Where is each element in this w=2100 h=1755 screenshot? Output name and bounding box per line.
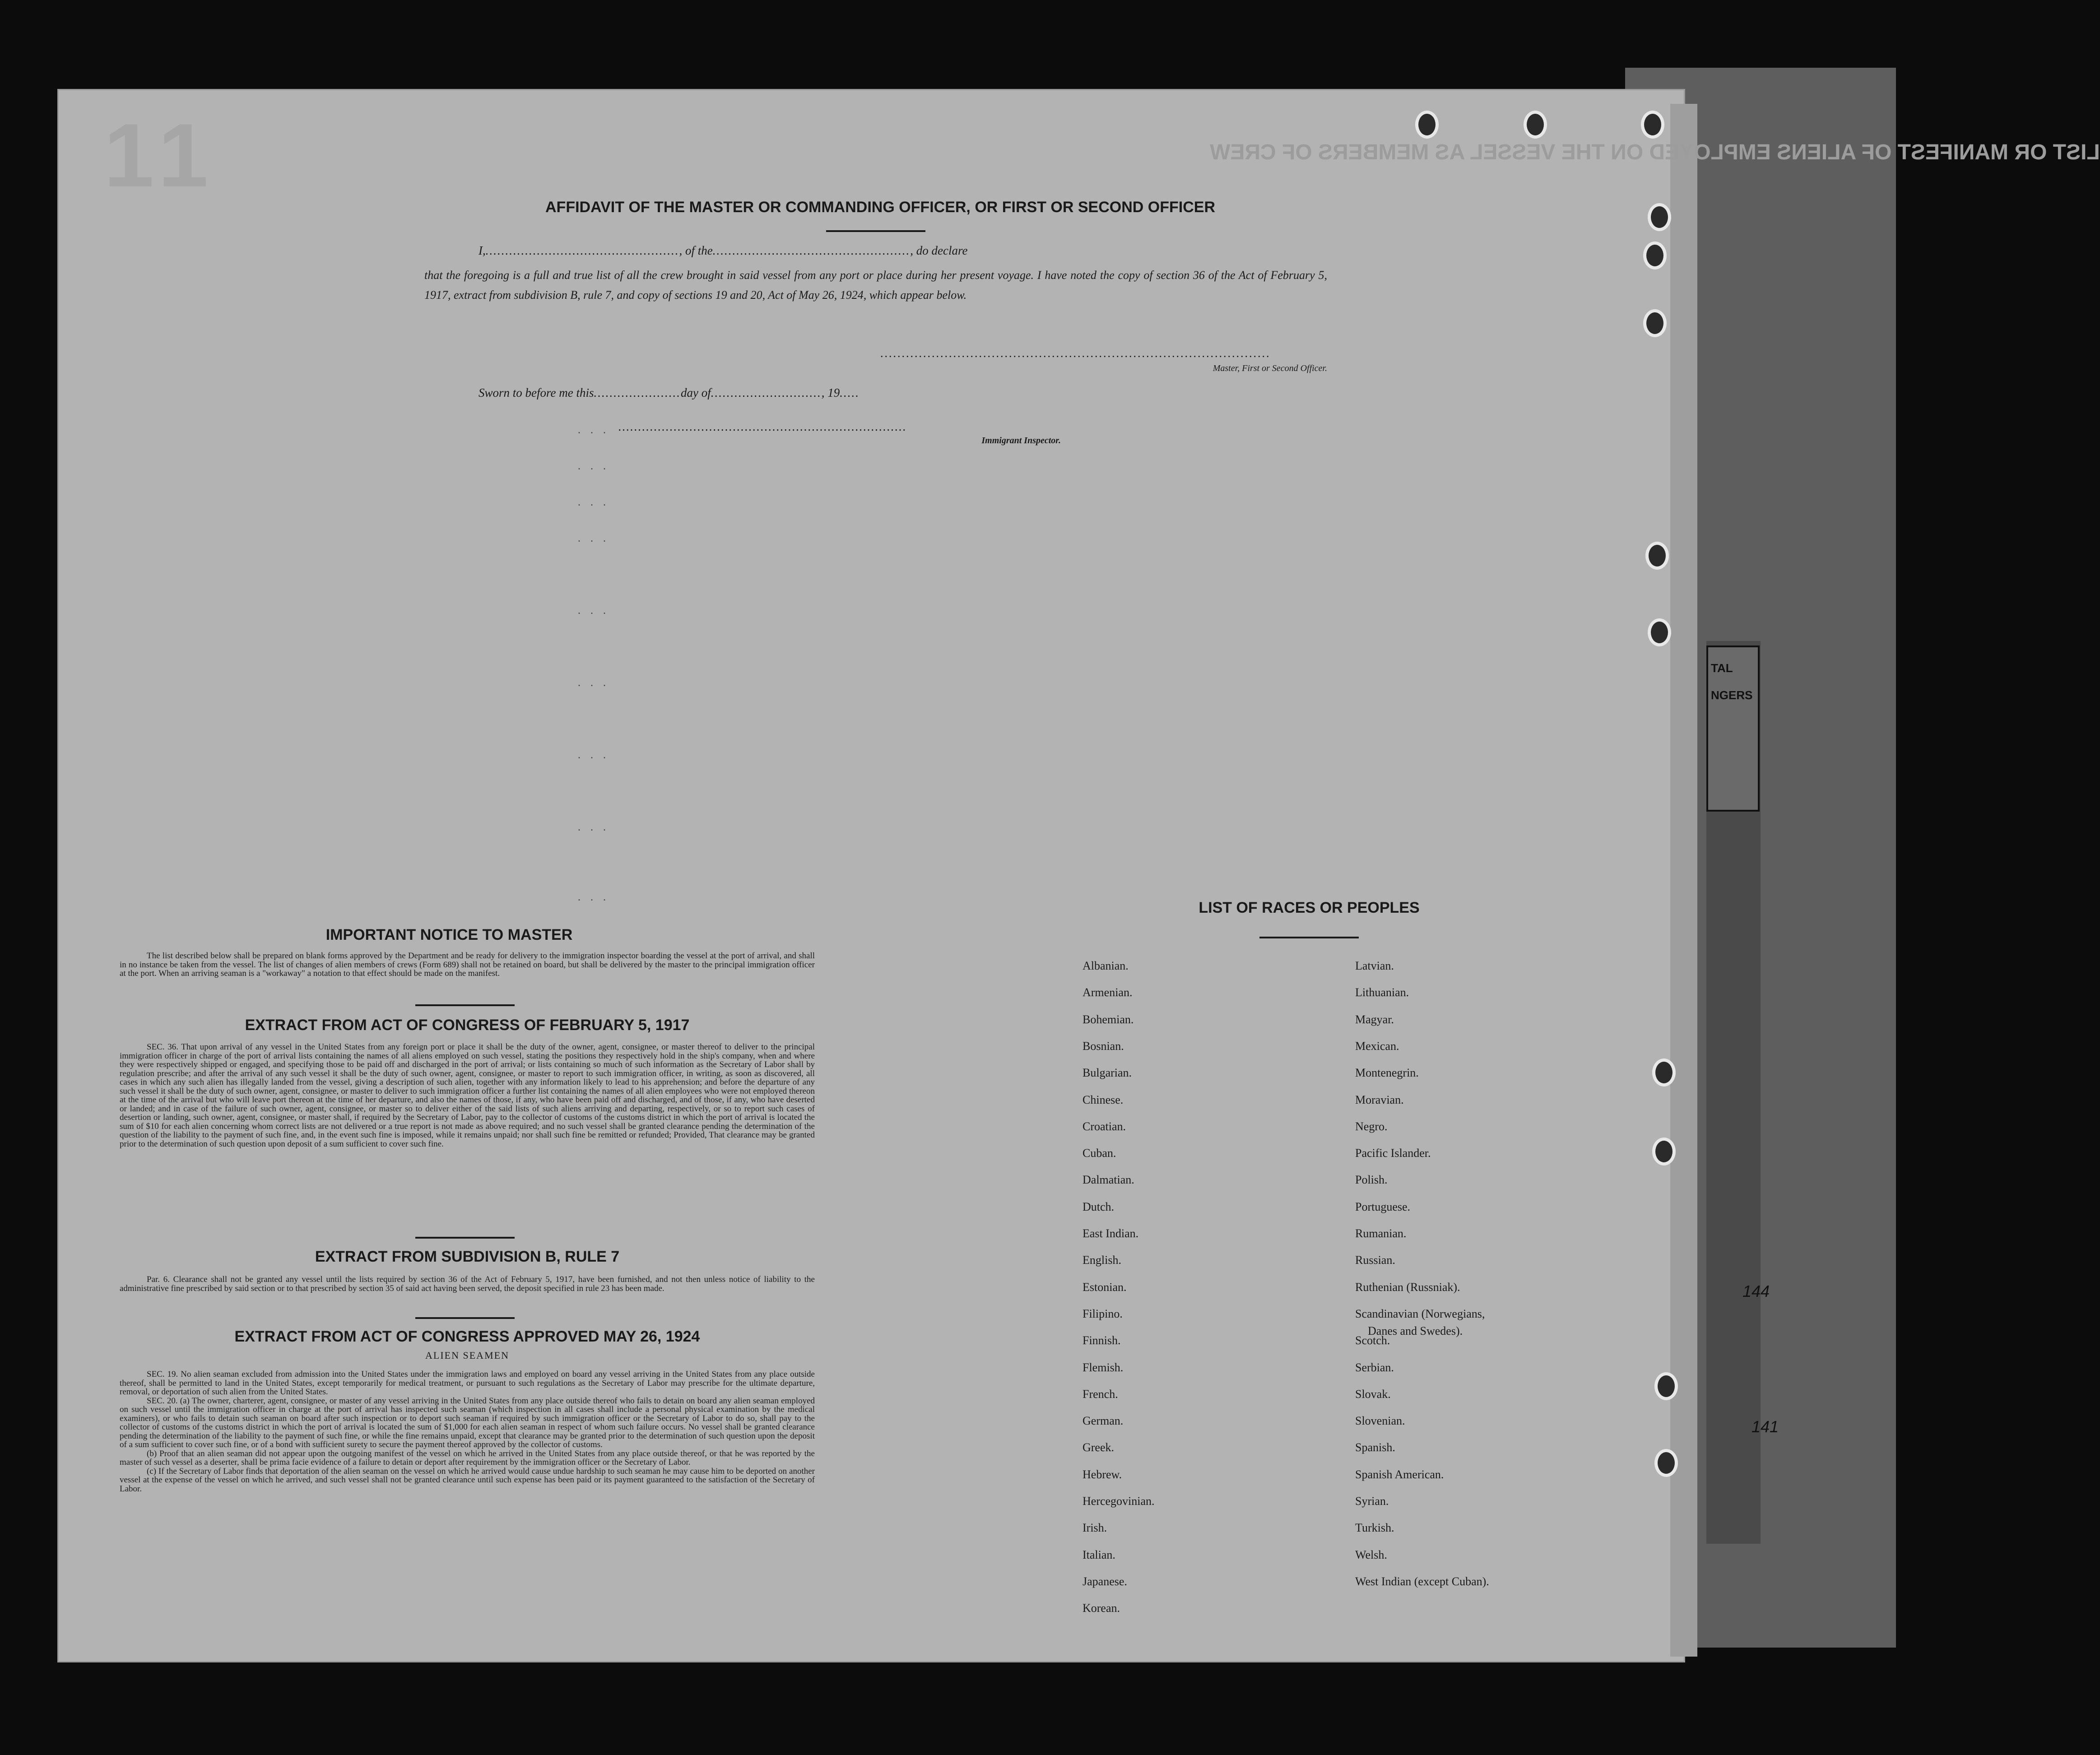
race-item: Armenian. [1083, 986, 1133, 999]
race-item: Negro. [1355, 1119, 1388, 1133]
faint-dots: . . . [578, 822, 609, 833]
section-20a: SEC. 20. (a) The owner, charterer, agent, consignee, or master of any vessel arriving in the United States from any place outside thereof who fails to detain on board any alien seaman employed on such vessel until the immigration officer in charge at the port of arrival has inspected such seaman (which inspection in all cases shall include a personal physical examination by the medical examiners), or who fails to detain such seaman on board after such inspection or to deport such seaman if required by such immigration officer or the Secretary of Labor to do so, shall pay to the collector of customs of the customs district in which the port of arrival is located the sum of $1,000 for each alien seaman in respect of whom such failure occurs. No vessel shall be granted clearance pending the determination of the liability to the payment of such fine, or while the fine remains unpaid, except that clearance may be granted prior to the determination of such question upon the deposit of a sum sufficient to cover such fine, or of a bond with sufficient surety to secure the payment thereof approved by the collector of customs. [120, 1396, 815, 1449]
extract-1924-text [120, 1370, 815, 1493]
race-item: West Indian (except Cuban). [1355, 1574, 1489, 1588]
race-item: Cuban. [1083, 1147, 1116, 1160]
race-item: Japanese. [1083, 1574, 1127, 1588]
race-item: Rumanian. [1355, 1227, 1407, 1240]
faint-dots: . . . [578, 891, 609, 903]
extract-1917-text: SEC. 36. That upon arrival of any vessel in the United States from any foreign port or place it shall be the duty of the owner, agent, consignee, or master thereof to deliver to the principal immigration officer in charge of the port of arrival lists containing the names of all aliens employed on such vessel, stating the positions they respectively hold in the ship's company, when and where they were respectively shipped or engaged, and specifying those to be paid off and discharged in the port of arrival; or lists containing so much of such information as the Secretary of Labor shall by regulation prescribe; and after the arrival of any such vessel it shall be the duty of such owner, agent, consignee, or master to report to such immigration officer, in writing, as soon as discovered, all cases in which any such alien has illegally landed from the vessel, giving a description of such alien, together with any information likely to lead to his apprehension; and before the departure of any such vessel it shall be the duty of such owner, agent, consignee, or master to deliver to such immigration officer a further list containing the names of all alien employees who were not employed thereon at the time of the arrival but who will leave port thereon at the time of her departure, and also the names of those, if any, who have been paid off and discharged, and of those, if any, who have deserted or landed; and in case of the failure of such owner, agent, consignee, or master so to deliver either of the said lists of such aliens arriving and departing, respectively, or so to report such cases of desertion or landing, such owner, agent, consignee, or master shall, if required by the Secretary of Labor, pay to the collector of customs of the customs district in which the port of arrival is located the sum of $10 for each alien concerning whom correct lists are not delivered or a true report is not made as above required; and no such vessel shall be granted clearance pending the determination of the question of the liability to the payment of such fine, and, in the event such fine is imposed, while it remains unpaid; nor shall such fine be remitted or refunded; Provided, That clearance may be granted prior to the determination of such question upon deposit of a sum sufficient to cover such fine. [120, 1042, 815, 1149]
signature-line: ........................................................................................... [880, 347, 1271, 360]
binder-hole [1652, 1138, 1676, 1165]
notice-title: IMPORTANT NOTICE TO MASTER [325, 926, 573, 943]
race-item: Montenegrin. [1355, 1066, 1419, 1080]
binder-hole [1415, 111, 1439, 139]
extract-rule7-text: Par. 6. Clearance shall not be granted any vessel until the lists required by section 36 of the Act of February 5, 1917, have been furnished, and not then unless notice of liability to the administrative fine prescribed by said section or to that prescribed by section 35 of said act having been served, the deposit specified in rule 23 has been made. [120, 1275, 815, 1293]
extract-1924-subtitle: ALIEN SEAMEN [425, 1350, 509, 1361]
race-item: Spanish. [1355, 1441, 1395, 1454]
race-item: Hebrew. [1083, 1467, 1122, 1481]
passenger-total-label: TAL NGERS [1711, 661, 1753, 702]
section-rule [415, 1317, 515, 1319]
affidavit-title: AFFIDAVIT OF THE MASTER OR COMMANDING OFFICER, OR FIRST OR SECOND OFFICER [545, 199, 1215, 216]
faint-dots: . . . [578, 460, 609, 472]
race-item: Russian. [1355, 1254, 1395, 1267]
faint-dots: . . . [578, 605, 609, 617]
race-item: Slovenian. [1355, 1414, 1405, 1428]
extract-1917-title: EXTRACT FROM ACT OF CONGRESS OF FEBRUARY 5, 1917 [245, 1017, 690, 1034]
signature-label: Master, First or Second Officer. [1213, 363, 1327, 373]
race-item: Hercegovinian. [1083, 1495, 1155, 1508]
race-item: Korean. [1083, 1602, 1120, 1615]
sworn-line: Sworn to before me this......................day of............................, 19..... [479, 386, 860, 399]
race-item: Dutch. [1083, 1200, 1115, 1213]
race-item: Syrian. [1355, 1495, 1389, 1508]
race-item: Latvian. [1355, 959, 1394, 972]
inspector-signature-line: ......................................................................... [618, 420, 907, 433]
race-item: English. [1083, 1254, 1121, 1267]
race-item: Finnish. [1083, 1334, 1121, 1347]
margin-note-144: 144 [1742, 1282, 1770, 1300]
faint-dots: . . . [578, 533, 609, 544]
race-item: Turkish. [1355, 1521, 1394, 1535]
bleed-through-mark: 11 [104, 105, 218, 206]
sworn-day: day of [681, 386, 711, 399]
declaration-line: I,................................................., of the.................................................., do declare [479, 244, 968, 257]
binder-hole [1643, 309, 1667, 337]
binder-hole [1645, 542, 1669, 570]
faint-dots: . . . [578, 497, 609, 508]
race-item: Croatian. [1083, 1119, 1126, 1133]
race-item: Danes and Swedes). [1368, 1324, 1463, 1337]
race-item: Irish. [1083, 1521, 1107, 1535]
race-item: Italian. [1083, 1548, 1115, 1561]
race-item: Moravian. [1355, 1093, 1404, 1106]
binder-hole [1641, 111, 1664, 139]
affidavit-title-rule [826, 230, 925, 232]
race-item: Scandinavian (Norwegians, [1355, 1307, 1485, 1320]
race-item: Estonian. [1083, 1280, 1127, 1294]
race-item: Portuguese. [1355, 1200, 1411, 1213]
binder-hole [1648, 203, 1671, 231]
race-item: Scotch. [1355, 1334, 1390, 1347]
race-item: Pacific Islander. [1355, 1147, 1431, 1160]
race-item: French. [1083, 1387, 1118, 1401]
declaration-of: , of the [679, 244, 713, 257]
faint-dots: . . . [578, 749, 609, 761]
race-item: Welsh. [1355, 1548, 1387, 1561]
faint-dots: . . . [578, 424, 609, 436]
race-item: Polish. [1355, 1173, 1388, 1187]
binder-hole [1643, 241, 1667, 269]
notice-text: The list described below shall be prepared on blank forms approved by the Department and be ready for delivery to the immigration inspector boarding the vessel at the port of arrival, and shall in no instance be taken from the vessel. The list of changes of alien members of crews (Form 689) shall not be retained on board, but shall be delivered by the master to the principal immigration officer at the port. When an arriving seaman is a "workaway" a notation to that effect should be made on the manifest. [120, 951, 815, 978]
race-item: Flemish. [1083, 1360, 1124, 1374]
binder-hole [1654, 1449, 1678, 1477]
race-item: Lithuanian. [1355, 986, 1409, 999]
extract-1924-title: EXTRACT FROM ACT OF CONGRESS APPROVED MAY 26, 1924 [234, 1328, 700, 1345]
section-20b: (b) Proof that an alien seaman did not appear upon the outgoing manifest of the vessel on which he arrived in the United States from any place outside thereof, or that he was reported by the master of such vessel as a deserter, shall be prima facie evidence of a failure to detain or deport after requirement by the immigration officer or the Secretary of Labor. [120, 1449, 815, 1467]
sheet-edge [1670, 104, 1697, 1657]
race-item: Chinese. [1083, 1093, 1124, 1106]
race-item: Bosnian. [1083, 1039, 1124, 1053]
race-item: Serbian. [1355, 1360, 1394, 1374]
race-item: Slovak. [1355, 1387, 1391, 1401]
affidavit-body: that the foregoing is a full and true list of all the crew brought in said vessel from any port or place during her present voyage. I have noted the copy of section 36 of the Act of February 5, 1917, extract from subdivision B, rule 7, and copy of sections 19 and 20, Act of May 26, 1924, which appear below. [424, 269, 1327, 302]
section-20c: (c) If the Secretary of Labor finds that deportation of the alien seaman on the vessel on which he arrived would cause undue hardship to such seaman he may cause him to be deported on another vessel at the expense of the vessel on which he arrived, and such vessel shall not be granted clearance until such expense has been paid or its payment guaranteed to the satisfaction of the Secretary of Labor. [120, 1466, 815, 1494]
race-item: Mexican. [1355, 1039, 1399, 1053]
bleed-through-title: LIST OR MANIFEST OF ALIENS EMPLOYED ON THE VESSEL AS MEMBERS OF CREW [1210, 140, 2100, 164]
race-item: Dalmatian. [1083, 1173, 1134, 1187]
section-19: SEC. 19. No alien seaman excluded from admission into the United States under the immigration laws and employed on board any vessel arriving in the United States from any place outside thereof, shall be permitted to land in the United States, except temporarily for medical treatment, or pursuant to such regulations as the Secretary of Labor may prescribe for the ultimate departure, removal, or deportation of such alien from the United States. [120, 1370, 815, 1397]
race-item: Greek. [1083, 1441, 1115, 1454]
declaration-i: I, [479, 244, 486, 257]
binder-hole [1648, 618, 1671, 646]
race-item: Filipino. [1083, 1307, 1123, 1320]
binder-hole [1524, 111, 1547, 139]
race-item: East Indian. [1083, 1227, 1139, 1240]
races-title: LIST OF RACES OR PEOPLES [1199, 899, 1420, 916]
race-item: Magyar. [1355, 1012, 1394, 1026]
sworn-year: , 19 [821, 386, 840, 399]
binder-hole [1654, 1372, 1678, 1400]
section-rule [415, 1237, 515, 1239]
races-title-rule [1259, 937, 1359, 938]
declaration-end: , do declare [910, 244, 968, 257]
race-item: German. [1083, 1414, 1124, 1428]
race-item: Albanian. [1083, 959, 1129, 972]
section-rule [415, 1004, 515, 1006]
faint-dots: . . . [578, 677, 609, 689]
margin-note-141: 141 [1752, 1417, 1779, 1436]
race-item: Bulgarian. [1083, 1066, 1132, 1080]
binder-hole [1652, 1059, 1676, 1086]
race-item: Spanish American. [1355, 1467, 1444, 1481]
race-item: Ruthenian (Russniak). [1355, 1280, 1460, 1294]
inspector-label: Immigrant Inspector. [981, 436, 1061, 446]
race-item: Bohemian. [1083, 1012, 1134, 1026]
sworn-prefix: Sworn to before me this [479, 386, 594, 399]
extract-rule7-title: EXTRACT FROM SUBDIVISION B, RULE 7 [315, 1248, 620, 1265]
